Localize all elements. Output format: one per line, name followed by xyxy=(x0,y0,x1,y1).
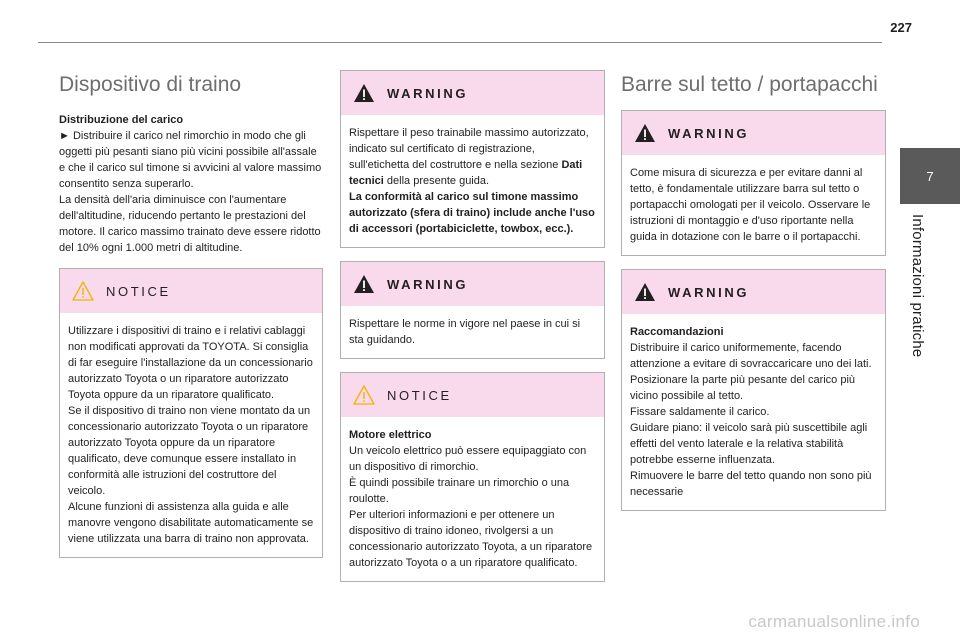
warning-box-recommendations xyxy=(621,269,886,511)
bullet-arrow-icon: ► xyxy=(59,130,70,142)
warning-triangle-icon xyxy=(353,274,375,294)
warning-label: WARNING xyxy=(668,284,750,300)
warning-header xyxy=(341,71,604,115)
load-distribution-heading: Distribuzione del carico xyxy=(59,114,184,126)
chapter-number: 7 xyxy=(926,168,934,184)
notice-box-electric-motor xyxy=(340,372,605,582)
section-title-roof-bars: Barre sul tetto / portapacchi xyxy=(621,73,878,96)
warning-label: WARNING xyxy=(387,276,469,292)
chapter-title: Informazioni pratiche xyxy=(909,214,926,358)
tow-ball-load-note: La conformità al carico sul timone massimo autorizzato (sfera di traino) include anche l'uso di accessori (portabiciclette, towbox, ecc.). xyxy=(349,191,595,235)
warning-header xyxy=(622,111,885,155)
column-roof-bars xyxy=(621,70,886,524)
load-distribution-text xyxy=(59,128,323,256)
load-distribution-body: Distribuire il carico nel rimorchio in modo che gli oggetti più pesanti siano più vicini possibile all'assale e che il carico sul timone si avvicini al valore massimo consentito senza superarlo. La densità dell'aria diminuisce con l'aumentare dell'altitudine, riducendo pertanto le prestazioni del motore. Il carico massimo trainato deve essere ridotto del 10% ogni 1.000 metri di altitudine. xyxy=(59,130,322,254)
notice-text-electric-motor: Un veicolo elettrico può essere equipaggiato con un dispositivo di rimorchio. È quindi possibile trainare un rimorchio o una roulotte. Per ulteriori informazioni e per ottenere un dispositivo di traino idoneo, rivolgersi a un concessionario autorizzato Toyota, a un riparatore autorizzato Toyota o a un riparatore qualificato. xyxy=(349,445,593,569)
warning-box-max-load xyxy=(340,70,605,248)
warning-text-part: Rispettare il peso trainabile massimo autorizzato, indicato sul certificato di registrazione, sull'etichetta del costruttore e nella sezione xyxy=(349,127,589,171)
header-divider xyxy=(38,42,882,43)
notice-box-towing xyxy=(59,268,323,558)
recommendations-text: Distribuire il carico uniformemente, facendo attenzione a evitare di sovraccaricare uno dei lati. Posizionare la parte più pesante del carico più vicino possibile al tetto. Fissare saldamente il carico. Guidare piano: il veicolo sarà più suscettibile agli effetti del vento laterale e la relativa stabilità potrebbe esserne influenzata. Rimuovere le barre del tetto quando non sono più necessarie xyxy=(630,342,872,498)
notice-triangle-icon xyxy=(353,385,375,405)
warning-text-max-load xyxy=(349,125,596,237)
warning-text-part: della presente guida. xyxy=(383,175,490,187)
warning-triangle-icon xyxy=(353,83,375,103)
warning-text-local-rules: Rispettare le norme in vigore nel paese in cui si sta guidando. xyxy=(349,318,581,346)
notice-text-towing: Utilizzare i dispositivi di traino e i relativi cablaggi non modificati approvati da TOYOTA. Si consiglia di far eseguire l'installazione da un concessionario autorizzato Toyota o un riparatore autorizzato Toyota oppure da un riparatore qualificato. Se il dispositivo di traino non viene montato da un concessionario autorizzato Toyota o un riparatore autorizzato Toyota oppure da un riparatore qualificato, deve comunque essere installato in conformità alle istruzioni del costruttore del veicolo. Alcune funzioni di assistenza alla guida e alle manovre vengono disabilitate automaticamente se viene utilizzata una barra di traino non approvata. xyxy=(68,325,314,545)
warning-label: WARNING xyxy=(387,85,469,101)
technical-data-reference: Dati tecnici xyxy=(349,159,583,187)
column-warnings xyxy=(340,70,605,595)
notice-header xyxy=(341,373,604,417)
chapter-tab[interactable] xyxy=(900,148,960,204)
warning-box-roof-bars xyxy=(621,110,886,256)
warning-text-roof-bars: Come misura di sicurezza e per evitare danni al tetto, è fondamentale utilizzare barra sul tetto o portapacchi omologati per il veicolo. Osservare le istruzioni di montaggio e d'uso riportante nella guida in dotazione con le barre o il portapacchi. xyxy=(630,167,871,243)
column-towing xyxy=(59,70,323,571)
warning-box-local-rules xyxy=(340,261,605,359)
warning-label: WARNING xyxy=(668,125,750,141)
notice-label: NOTICE xyxy=(106,283,171,299)
notice-triangle-icon xyxy=(72,281,94,301)
warning-triangle-icon xyxy=(634,123,656,143)
notice-header xyxy=(60,269,322,313)
warning-triangle-icon xyxy=(634,282,656,302)
electric-motor-heading: Motore elettrico xyxy=(349,429,432,441)
recommendations-heading: Raccomandazioni xyxy=(630,326,724,338)
section-title-towing: Dispositivo di traino xyxy=(59,73,242,96)
warning-header xyxy=(622,270,885,314)
warning-header xyxy=(341,262,604,306)
page-number: 227 xyxy=(890,20,912,35)
watermark: carmanualsonline.info xyxy=(748,612,920,631)
notice-label: NOTICE xyxy=(387,387,452,403)
